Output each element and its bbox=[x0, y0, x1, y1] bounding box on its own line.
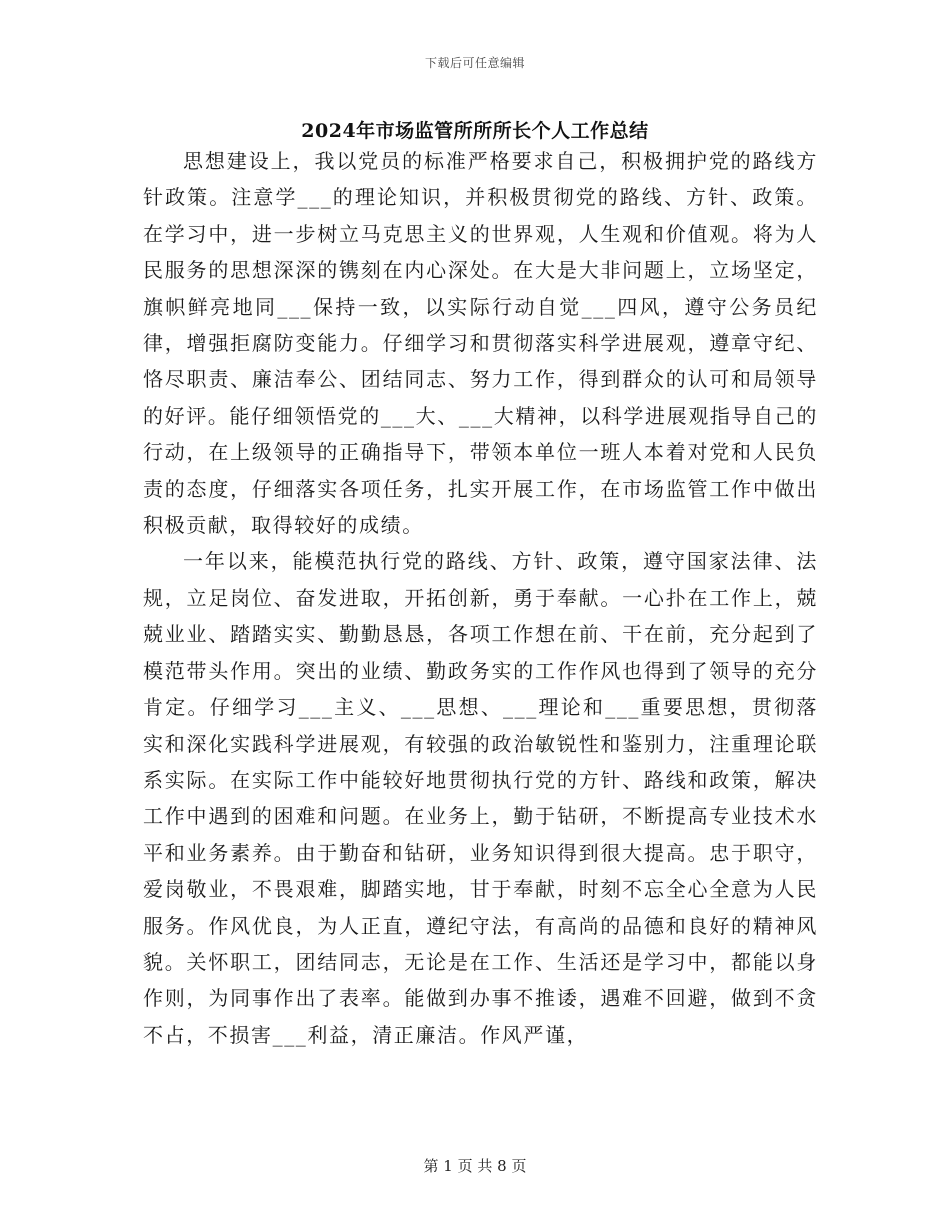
paragraph: 思想建设上，我以党员的标准严格要求自己，积极拥护党的路线方针政策。注意学___的理论知识，并积极贯彻党的路线、方针、政策。在学习中，进一步树立马克思主义的世界观，人生观和价值观。将为人民服务的思想深深的镌刻在内心深处。在大是大非问题上，立场坚定，旗帜鲜亮地同___保持一致，以实际行动自觉___四风，遵守公务员纪律，增强拒腐防变能力。仔细学习和贯彻落实科学进展观，遵章守纪、恪尽职责、廉洁奉公、团结同志、努力工作，得到群众的认可和局领导的好评。能仔细领悟党的___大、___大精神，以科学进展观指导自己的行动，在上级领导的正确指导下，带领本单位一班人本着对党和人民负责的态度，仔细落实各项任务，扎实开展工作，在市场监管工作中做出积极贡献，取得较好的成绩。 bbox=[143, 149, 818, 538]
page-number: 第 1 页 共 8 页 bbox=[423, 1157, 527, 1175]
document-title: 2024年市场监管所所所长个人工作总结 bbox=[301, 120, 649, 142]
header-note: 下载后可任意编辑 bbox=[424, 56, 525, 70]
document-body bbox=[143, 143, 818, 1053]
paragraph: 一年以来，能模范执行党的路线、方针、政策，遵守国家法律、法规，立足岗位、奋发进取，开拓创新，勇于奉献。一心扑在工作上，兢兢业业、踏踏实实、勤勤恳恳，各项工作想在前、干在前，充分起到了模范带头作用。突出的业绩、勤政务实的工作作风也得到了领导的充分肯定。仔细学习___主义、___思想、___理论和___重要思想，贯彻落实和深化实践科学进展观，有较强的政治敏锐性和鉴别力，注重理论联系实际。在实际工作中能较好地贯彻执行党的方针、路线和政策，解决工作中遇到的困难和问题。在业务上，勤于钻研，不断提高专业技术水平和业务素养。由于勤奋和钻研，业务知识得到很大提高。忠于职守，爱岗敬业，不畏艰难，脚踏实地，甘于奉献，时刻不忘全心全意为人民服务。作风优良，为人正直，遵纪守法，有高尚的品德和良好的精神风貌。关怀职工，团结同志，无论是在工作、生活还是学习中，都能以身作则，为同事作出了表率。能做到办事不推诿，遇难不回避，做到不贪不占，不损害___利益，清正廉洁。作风严谨， bbox=[143, 549, 818, 1047]
